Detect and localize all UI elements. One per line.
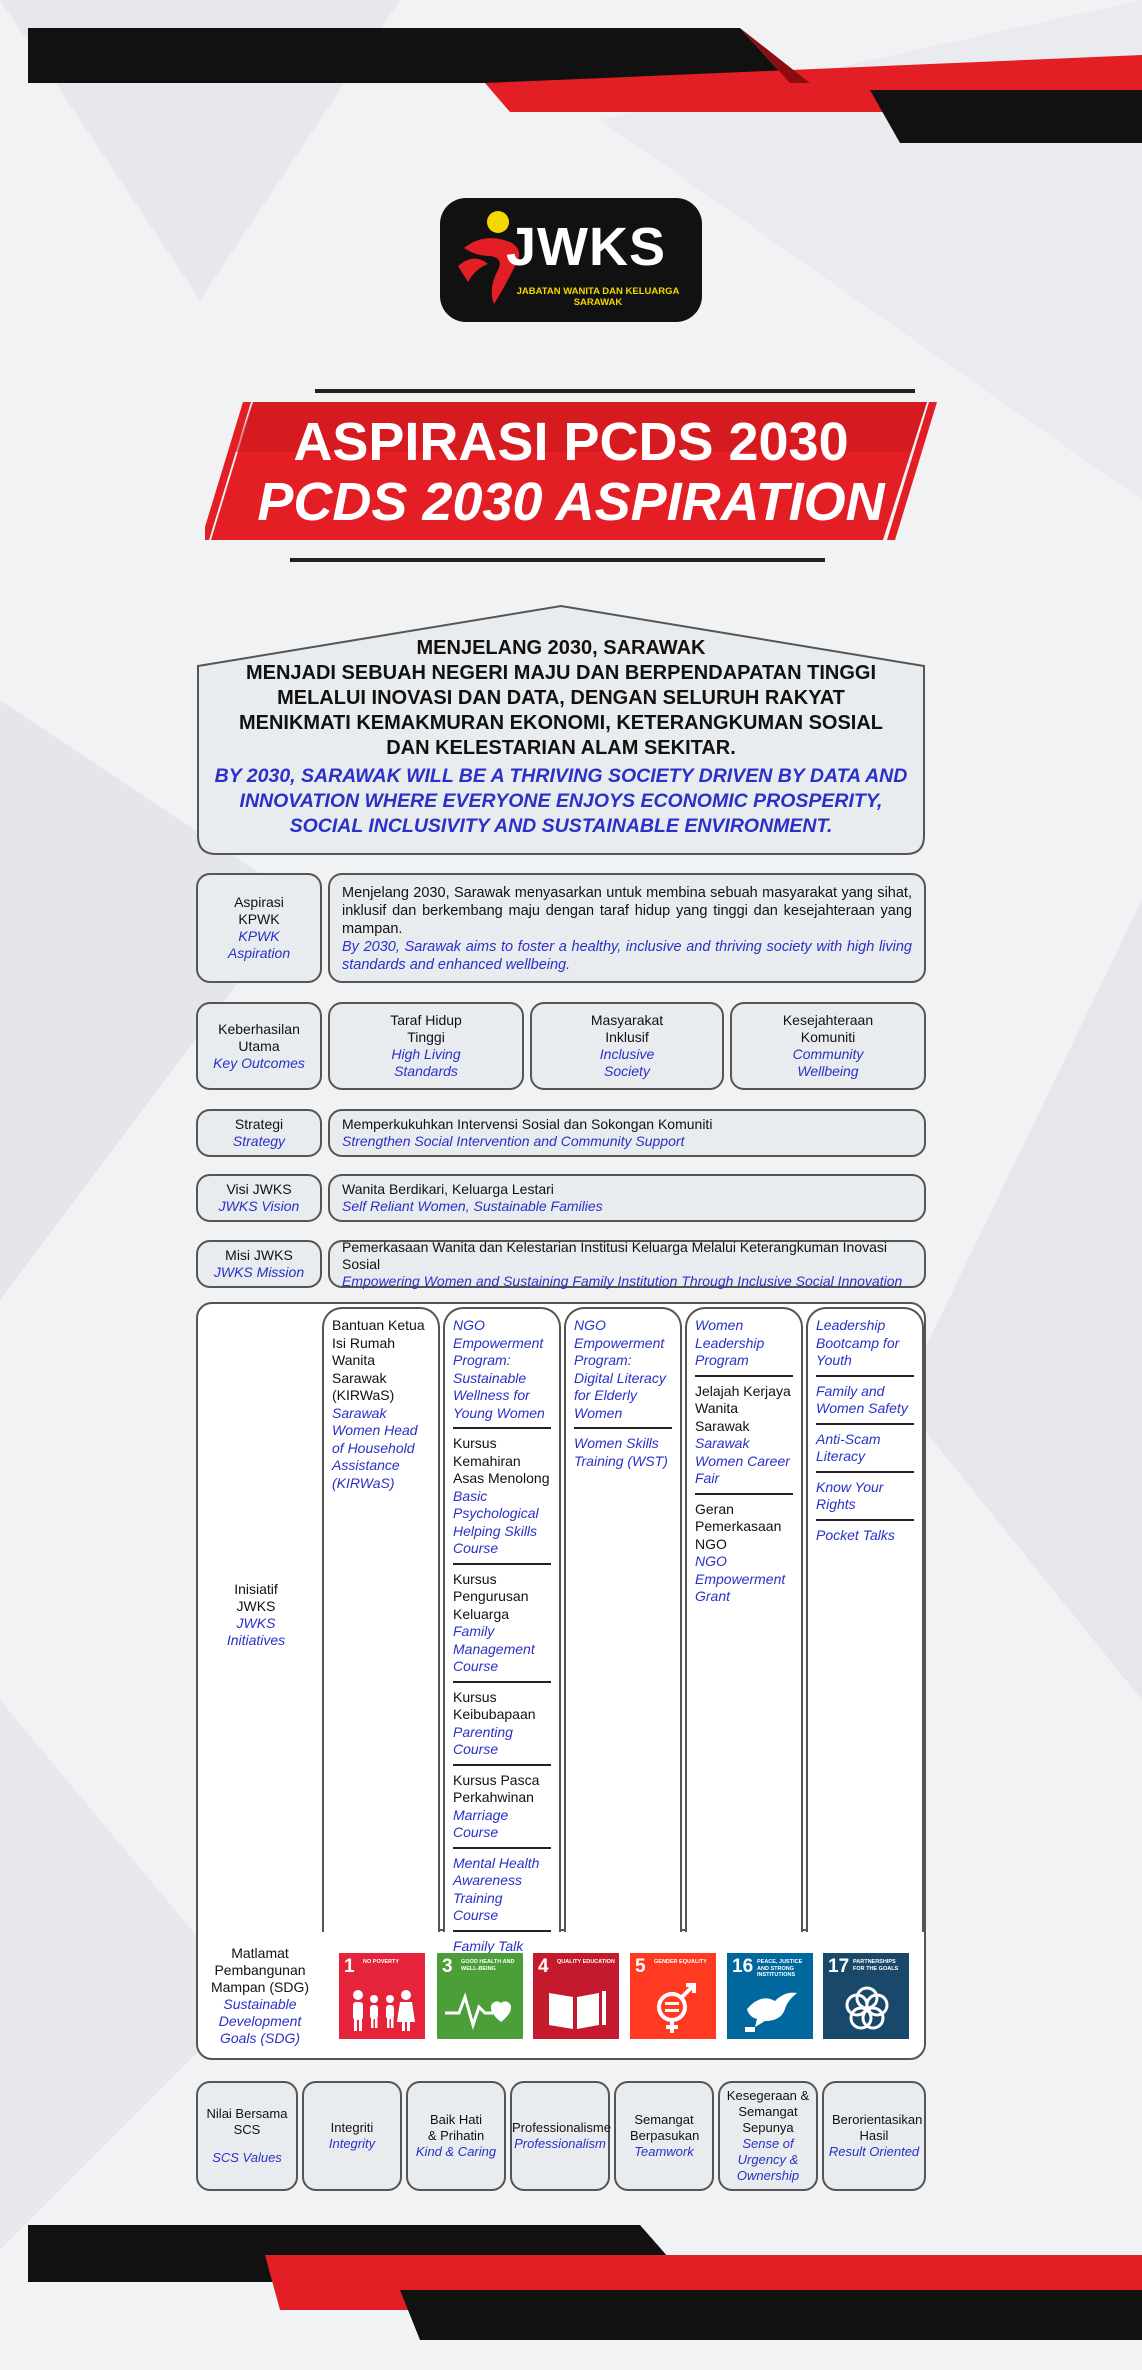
jwks-mission-text: Pemerkasaan Wanita dan Kelestarian Institusi Keluarga Melalui Keterangkuman Inovasi Sosial Empowering Women and Sustaining Family Institution Through Inclusive Social Innovation: [328, 1240, 926, 1288]
initiative-column-4: Women Leadership Program Jelajah Kerjaya Wanita Sarawak Sarawak Women Career Fair Geran Pemerkasaan NGO NGO Empowerment Grant: [685, 1307, 803, 1932]
initiative-column-3: NGO Empowerment Program: Digital Literacy for Elderly Women Women Skills Training (WST): [564, 1307, 682, 1932]
aspiration-label: Aspirasi KPWK KPWK Aspiration: [227, 894, 291, 961]
family-icon: [349, 1989, 415, 2033]
values-label: Nilai Bersama SCS SCS Values: [196, 2081, 298, 2191]
initiative-column-2: NGO Empowerment Program: Sustainable Wellness for Young Women Kursus Kemahiran Asas Menolong Basic Psychological Helping Skills Course Kursus Pengurusan Keluarga Family Management Course Kursus Keibubapaan Parenting Course Kursus Pasca Perkahwinan Marriage Course Mental Health Awareness Training Course Family Talk: [443, 1307, 561, 1932]
dove-icon: [741, 1987, 801, 2033]
jwks-vision-label: Visi JWKS JWKS Vision: [196, 1174, 322, 1222]
strategy-text: Memperkukuhkan Intervensi Sosial dan Sokongan Komuniti Strengthen Social Intervention and Community Support: [328, 1109, 926, 1157]
outcome-item: Masyarakat Inklusif Inclusive Society: [530, 1002, 724, 1090]
heartbeat-icon: [443, 1987, 517, 2031]
logo-text: JWKS: [506, 217, 667, 277]
value-item: Berorientasikan Hasil Result Oriented: [822, 2081, 926, 2191]
banner-title-en: PCDS 2030 ASPIRATION: [257, 472, 885, 532]
vision-text: [206, 636, 916, 839]
jwks-logo: [440, 198, 702, 322]
initiatives-label: Inisiatif JWKS JWKS Initiatives: [226, 1581, 286, 1648]
sdg-goal-16: 16 PEACE, JUSTICE AND STRONG INSTITUTIONS: [727, 1953, 813, 2039]
strategy-label: Strategi Strategy: [196, 1109, 322, 1157]
value-item: Integriti Integrity: [302, 2081, 402, 2191]
value-item: Professionalisme Professionalism: [510, 2081, 610, 2191]
book-icon: [547, 1987, 607, 2031]
initiative-column-5: Leadership Bootcamp for Youth Family and Women Safety Anti-Scam Literacy Know Your Rights Pocket Talks: [806, 1307, 924, 1932]
sdg-goal-3: 3 GOOD HEALTH AND WELL-BEING: [437, 1953, 523, 2039]
value-item: Kesegeraan & Semangat Sepunya Sense of Urgency & Ownership: [718, 2081, 818, 2191]
aspiration-text-ms: Menjelang 2030, Sarawak menyasarkan untuk membina sebuah masyarakat yang sihat, inklusif dan berkembang maju dengan taraf hidup yang tinggi dan kesejahteraan yang mampan.: [342, 885, 912, 937]
outcome-item: Taraf Hidup Tinggi High Living Standards: [328, 1002, 524, 1090]
sdg-goal-1: 1 NO POVERTY: [339, 1953, 425, 2039]
aspiration-text-box: [328, 873, 926, 983]
banner-title-ms: ASPIRASI PCDS 2030: [293, 412, 849, 472]
logo-subtitle: JABATAN WANITA DAN KELUARGA SARAWAK: [516, 286, 680, 308]
value-item: Baik Hati & Prihatin Kind & Caring: [406, 2081, 506, 2191]
flower-icon: [843, 1985, 891, 2033]
outcome-item: Kesejahteraan Komuniti Community Wellbeing: [730, 1002, 926, 1090]
sdg-goal-4: 4 QUALITY EDUCATION: [533, 1953, 619, 2039]
jwks-vision-text: Wanita Berdikari, Keluarga Lestari Self Reliant Women, Sustainable Families: [328, 1174, 926, 1222]
sdg-goal-17: 17 PARTNERSHIPS FOR THE GOALS: [823, 1953, 909, 2039]
value-item: Semangat Berpasukan Teamwork: [614, 2081, 714, 2191]
vision-en: BY 2030, SARAWAK WILL BE A THRIVING SOCIETY DRIVEN BY DATA AND INNOVATION WHERE EVERYONE ENJOYS ECONOMIC PROSPERITY, SOCIAL INCLUSIVITY AND SUSTAINABLE ENVIRONMENT.: [214, 765, 908, 837]
jwks-mission-label: Misi JWKS JWKS Mission: [196, 1240, 322, 1288]
initiative-column-1: Bantuan Ketua Isi Rumah Wanita Sarawak (KIRWaS) Sarawak Women Head of Household Assistance (KIRWaS): [322, 1307, 440, 1932]
vision-ms: MENJADI SEBUAH NEGERI MAJU DAN BERPENDAPATAN TINGGI MELALUI INOVASI DAN DATA, DENGAN SELURUH RAKYAT MENIKMATI KEMAKMURAN EKONOMI, KETERANGKUMAN SOSIAL DAN KELESTARIAN ALAM SEKITAR.: [238, 662, 884, 759]
aspiration-text-en: By 2030, Sarawak aims to foster a healthy, inclusive and thriving society with high living standards and enhanced wellbeing.: [342, 939, 912, 973]
outcomes-label: Keberhasilan Utama Key Outcomes: [196, 1002, 322, 1090]
vision-ms-line1: MENJELANG 2030, SARAWAK: [416, 637, 706, 659]
sdg-goal-5: 5 GENDER EQUALITY: [630, 1953, 716, 2039]
sdg-label: Matlamat Pembangunan Mampan (SDG) Sustainable Development Goals (SDG): [210, 1945, 310, 2046]
gender-icon: [648, 1981, 700, 2035]
